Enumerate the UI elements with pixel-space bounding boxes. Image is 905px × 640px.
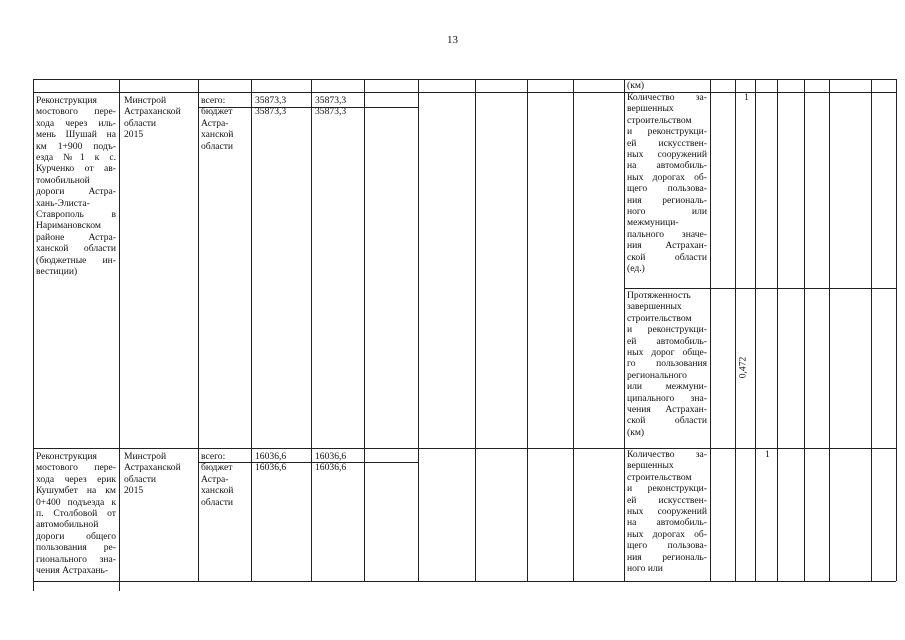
text-line: Количество за- bbox=[627, 92, 707, 103]
col-border-4 bbox=[311, 79, 312, 581]
text-line: п. Столбовой от bbox=[36, 508, 116, 520]
text-line: Кушумбет на км bbox=[36, 485, 116, 497]
text-line: пользования ре- bbox=[36, 542, 116, 554]
text-line: (ед.) bbox=[627, 263, 645, 275]
text-line: 16036,6 bbox=[315, 451, 347, 462]
text-line: межмуници- bbox=[627, 217, 679, 229]
col-border-11 bbox=[710, 79, 711, 581]
text-line: мостового пере- bbox=[36, 106, 116, 118]
col-border-5 bbox=[364, 79, 365, 581]
col-border-12 bbox=[735, 79, 736, 581]
text-line: гионального зна- bbox=[36, 553, 116, 565]
table-top-border bbox=[33, 79, 896, 80]
text-line: на автомобиль- bbox=[627, 517, 707, 529]
col-border-13 bbox=[755, 79, 756, 581]
text-line: ного или bbox=[627, 563, 663, 575]
text-line: мень Шушай на bbox=[36, 129, 116, 141]
text-line: 16036,6 bbox=[255, 462, 287, 474]
text-line: ской области bbox=[627, 251, 707, 263]
row-1-customer bbox=[124, 95, 196, 141]
text-line: строительством bbox=[627, 114, 692, 126]
page-number: 13 bbox=[447, 34, 458, 46]
text-line: ей искусствен- bbox=[627, 494, 707, 506]
text-line: 16036,6 bbox=[315, 462, 347, 474]
text-line: области bbox=[124, 473, 157, 485]
text-line: регионального bbox=[627, 369, 687, 381]
text-line: хода через иль- bbox=[36, 117, 116, 129]
text-line: ных сооружений bbox=[627, 149, 707, 161]
text-line: Протяженность bbox=[627, 290, 691, 301]
text-line: области bbox=[201, 496, 234, 508]
text-line: мостового пере- bbox=[36, 462, 116, 474]
col-border-16 bbox=[829, 79, 830, 581]
text-line: вершенных bbox=[627, 103, 674, 115]
text-line: бюджет bbox=[201, 106, 233, 118]
text-line: дороги общего bbox=[36, 530, 116, 542]
text-line: (км) bbox=[627, 426, 645, 438]
text-line: вестиции) bbox=[36, 266, 78, 278]
header-bottom-border bbox=[33, 92, 896, 93]
col-border-3 bbox=[251, 79, 252, 581]
text-line: вершенных bbox=[627, 460, 674, 472]
row-1-indicator-1 bbox=[627, 92, 707, 275]
text-line: ных дорогах об- bbox=[627, 171, 707, 183]
row-2-indicator-1 bbox=[627, 449, 707, 574]
text-line: ской области bbox=[627, 415, 707, 427]
text-line: ных сооружений bbox=[627, 506, 707, 518]
text-line: ния региональ- bbox=[627, 194, 707, 206]
col-border-6 bbox=[418, 79, 419, 581]
text-line: ей автомобиль- bbox=[627, 335, 707, 347]
text-line: ного или bbox=[627, 206, 707, 218]
text-line: 35873,3 bbox=[315, 106, 347, 118]
text-line: области bbox=[201, 140, 234, 152]
text-line: районе Астра- bbox=[36, 231, 116, 243]
col-border-1 bbox=[119, 79, 120, 591]
text-line: Реконструкция bbox=[36, 95, 97, 106]
row-2-funding-source bbox=[201, 451, 249, 508]
text-line: 2015 bbox=[124, 485, 144, 497]
row-2-total-a bbox=[255, 451, 286, 474]
text-line: области bbox=[124, 117, 157, 129]
text-line: ханской bbox=[201, 485, 234, 497]
text-line: и реконструкци- bbox=[627, 126, 707, 138]
col-border-14 bbox=[777, 79, 778, 581]
col-border-8 bbox=[527, 79, 528, 581]
col-border-7 bbox=[475, 79, 476, 581]
col-border-2 bbox=[198, 79, 199, 581]
text-line: строительством bbox=[627, 312, 692, 324]
row-1-funding-source bbox=[201, 95, 249, 152]
text-line: всего: bbox=[201, 95, 226, 106]
text-line: щего пользова- bbox=[627, 183, 707, 195]
text-line: Минстрой bbox=[124, 451, 167, 462]
row-1-indicator-2 bbox=[627, 290, 707, 438]
text-line: Астра- bbox=[201, 473, 229, 485]
text-line: езда №1 к с. bbox=[36, 152, 116, 164]
text-line: Ставрополь в bbox=[36, 209, 116, 221]
text-line: ных дорогах об- bbox=[627, 528, 707, 540]
col-border-15 bbox=[804, 79, 805, 581]
text-line: 35873,3 bbox=[255, 95, 287, 106]
text-line: ей искусствен- bbox=[627, 137, 707, 149]
row-1-indicator-2-value: 0,472 bbox=[737, 356, 749, 379]
text-line: 35873,3 bbox=[315, 95, 347, 106]
text-line: щего пользова- bbox=[627, 540, 707, 552]
text-line: 16036,6 bbox=[255, 451, 287, 462]
header-unit-cell: (км) bbox=[627, 80, 645, 91]
text-line: или межмуни- bbox=[627, 381, 707, 393]
col-border-17 bbox=[871, 79, 872, 581]
text-line: автомобильной bbox=[36, 519, 99, 531]
text-line: ния региональ- bbox=[627, 551, 707, 563]
text-line: Астраханской bbox=[124, 462, 181, 474]
text-line: дороги Астра- bbox=[36, 186, 116, 198]
text-line: Астраханской bbox=[124, 106, 181, 118]
indicator-divider bbox=[624, 288, 896, 289]
text-line: на автомобиль- bbox=[627, 160, 707, 172]
text-line: ных дорог обще- bbox=[627, 347, 707, 359]
text-line: хода через ерик bbox=[36, 473, 116, 485]
text-line: бюджет bbox=[201, 462, 233, 474]
text-line: пального значе- bbox=[627, 228, 707, 240]
text-line: завершенных bbox=[627, 301, 682, 313]
text-line: ханской области bbox=[36, 243, 116, 255]
text-line: чения Астрахан- bbox=[627, 404, 707, 416]
text-line: (бюджетные ин- bbox=[36, 254, 116, 266]
text-line: всего: bbox=[201, 451, 226, 462]
text-line: и реконструкци- bbox=[627, 483, 707, 495]
text-line: Астра- bbox=[201, 117, 229, 129]
col-border-10 bbox=[624, 79, 625, 581]
text-line: томобильной bbox=[36, 174, 90, 186]
row-2-indicator-1-value: 1 bbox=[765, 449, 770, 460]
text-line: го пользования bbox=[627, 358, 707, 370]
text-line: строительством bbox=[627, 471, 692, 483]
text-line: чения Астрахань- bbox=[36, 565, 109, 577]
row-2-total-b bbox=[315, 451, 346, 474]
text-line: 0+400 подъезда к bbox=[36, 496, 116, 508]
row-1-total-b bbox=[315, 95, 346, 118]
text-line: ния Астрахан- bbox=[627, 240, 707, 252]
text-line: ципального зна- bbox=[627, 392, 707, 404]
text-line: Реконструкция bbox=[36, 451, 97, 462]
col-border-9 bbox=[573, 79, 574, 581]
text-line: Наримановском bbox=[36, 220, 101, 232]
table-bottom-border bbox=[33, 581, 896, 582]
row-2-object-name bbox=[36, 451, 116, 576]
text-line: Количество за- bbox=[627, 449, 707, 460]
text-line: Курченко от ав- bbox=[36, 163, 116, 175]
row-1-indicator-1-value: 1 bbox=[744, 92, 749, 103]
text-line: Минстрой bbox=[124, 95, 167, 106]
row-1-object-name bbox=[36, 95, 116, 278]
col-border-18 bbox=[896, 79, 897, 581]
text-line: ханской bbox=[201, 129, 234, 141]
text-line: и реконструкци- bbox=[627, 324, 707, 336]
text-line: 35873,3 bbox=[255, 106, 287, 118]
row-2-customer bbox=[124, 451, 196, 497]
text-line: км 1+900 подъ- bbox=[36, 140, 116, 152]
row-1-total-a bbox=[255, 95, 286, 118]
text-line: хань-Элиста- bbox=[36, 197, 90, 209]
text-line: 2015 bbox=[124, 129, 144, 141]
col-border-0 bbox=[33, 79, 34, 591]
